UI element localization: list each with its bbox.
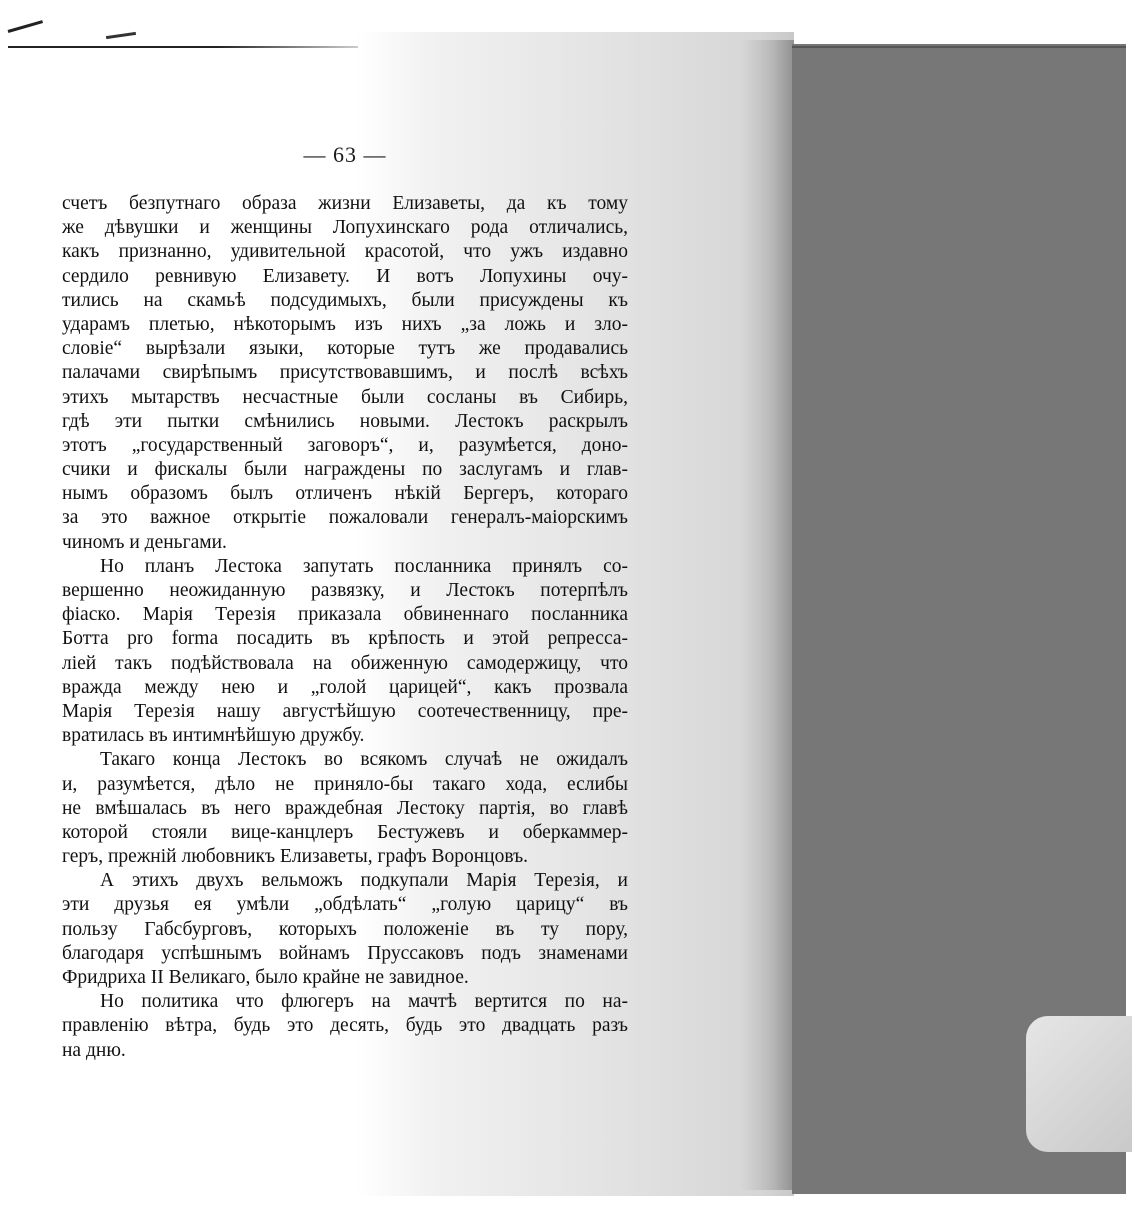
text-line: вратилась въ интимнѣйшую дружбу. (62, 725, 365, 747)
scan-mark-stroke (8, 20, 43, 33)
text-line: нымъ образомъ былъ отличенъ нѣкій Бергеръ, котораго (62, 483, 628, 505)
text-line: счики и фискалы были награждены по заслугамъ и глав- (62, 459, 628, 481)
text-line: словіе“ вырѣзали языки, которые тутъ же продавались (62, 338, 628, 360)
text-line: вражда между нею и „голой царицей“, какъ прозвала (62, 676, 628, 698)
text-line: Фридриха II Великаго, было крайне не завидное. (62, 967, 469, 988)
text-line: ліей такъ подѣйствовала на обиженную самодержицу, что (62, 652, 628, 674)
text-line: Такаго конца Лестокъ во всякомъ случаѣ не ожидалъ (100, 749, 628, 771)
text-line: какъ признанно, удивительной красотой, что ужъ издавно (62, 241, 628, 263)
text-line: А этихъ двухъ вельможъ подкупали Марія Терезія, и (100, 870, 628, 892)
text-line: тились на скамьѣ подсудимыхъ, были присуждены къ (62, 289, 628, 311)
text-line: счетъ безпутнаго образа жизни Елизаветы, да къ тому (62, 193, 628, 214)
text-line: на дню. (62, 1039, 126, 1061)
text-line: не вмѣшалась въ него враждебная Лестоку партія, во главѣ (62, 797, 628, 819)
text-line: благодаря успѣшнымъ войнамъ Пруссаковъ подъ знаменами (62, 942, 628, 964)
text-line: этотъ „государственный заговоръ“, и, разумѣется, доно- (62, 434, 628, 456)
text-line: вершенно неожиданную развязку, и Лестокъ потерпѣлъ (62, 580, 628, 601)
text-line: фіаско. Марія Терезія приказала обвиненнаго посланника (62, 604, 628, 626)
text-line: эти друзья ея умѣли „обдѣлать“ „голую царицу“ въ (62, 894, 628, 916)
text-line: же дѣвушки и женщины Лопухинскаго рода отличались, (62, 217, 628, 239)
text-line: Но планъ Лестока запутать посланника принялъ со- (100, 555, 628, 577)
text-line: ударамъ плетью, нѣкоторымъ изъ нихъ „за ложь и зло- (62, 313, 628, 335)
text-line: которой стояли вице-канцлеръ Бестужевъ и оберкаммер- (62, 821, 628, 843)
text-line: этихъ мытарствъ несчастные были сосланы въ Сибирь, (62, 386, 628, 408)
text-line: Ботта pro forma посадить въ крѣпость и этой репресса- (62, 628, 628, 650)
text-line: геръ, прежній любовникъ Елизаветы, графъ Воронцовъ. (62, 846, 529, 868)
scan-top-rule (8, 46, 358, 48)
text-line: за это важное открытіе пожаловали генералъ-маіорскимъ (62, 507, 628, 529)
text-line: пользу Габсбурговъ, которыхъ положеніе въ ту пору, (62, 918, 628, 940)
corner-paper-label (1026, 1016, 1132, 1152)
text-line: Марія Терезія нашу августѣйшую соотечественницу, пре- (62, 700, 628, 722)
page-number: — 63 — (303, 142, 387, 167)
facing-page-edge-line (792, 46, 1126, 48)
text-line: палачами свирѣпымъ присутствовавшимъ, и послѣ всѣхъ (62, 362, 628, 384)
scan-mark-tick (106, 32, 136, 39)
text-line: гдѣ эти пытки смѣнились новыми. Лестокъ раскрылъ (62, 410, 628, 432)
text-line: сердило ревнивую Елизавету. И вотъ Лопухины очу- (62, 265, 628, 287)
text-line: Но политика что флюгеръ на мачтѣ вертится по на- (100, 991, 628, 1013)
text-line: чиномъ и деньгами. (62, 531, 227, 553)
text-line: и, разумѣется, дѣло не приняло-бы такаго хода, еслибы (62, 773, 628, 795)
text-line: правленію вѣтра, будь это десять, будь это двадцать разъ (62, 1015, 628, 1037)
body-text (62, 192, 628, 1063)
page-gutter-shadow (740, 40, 794, 1190)
